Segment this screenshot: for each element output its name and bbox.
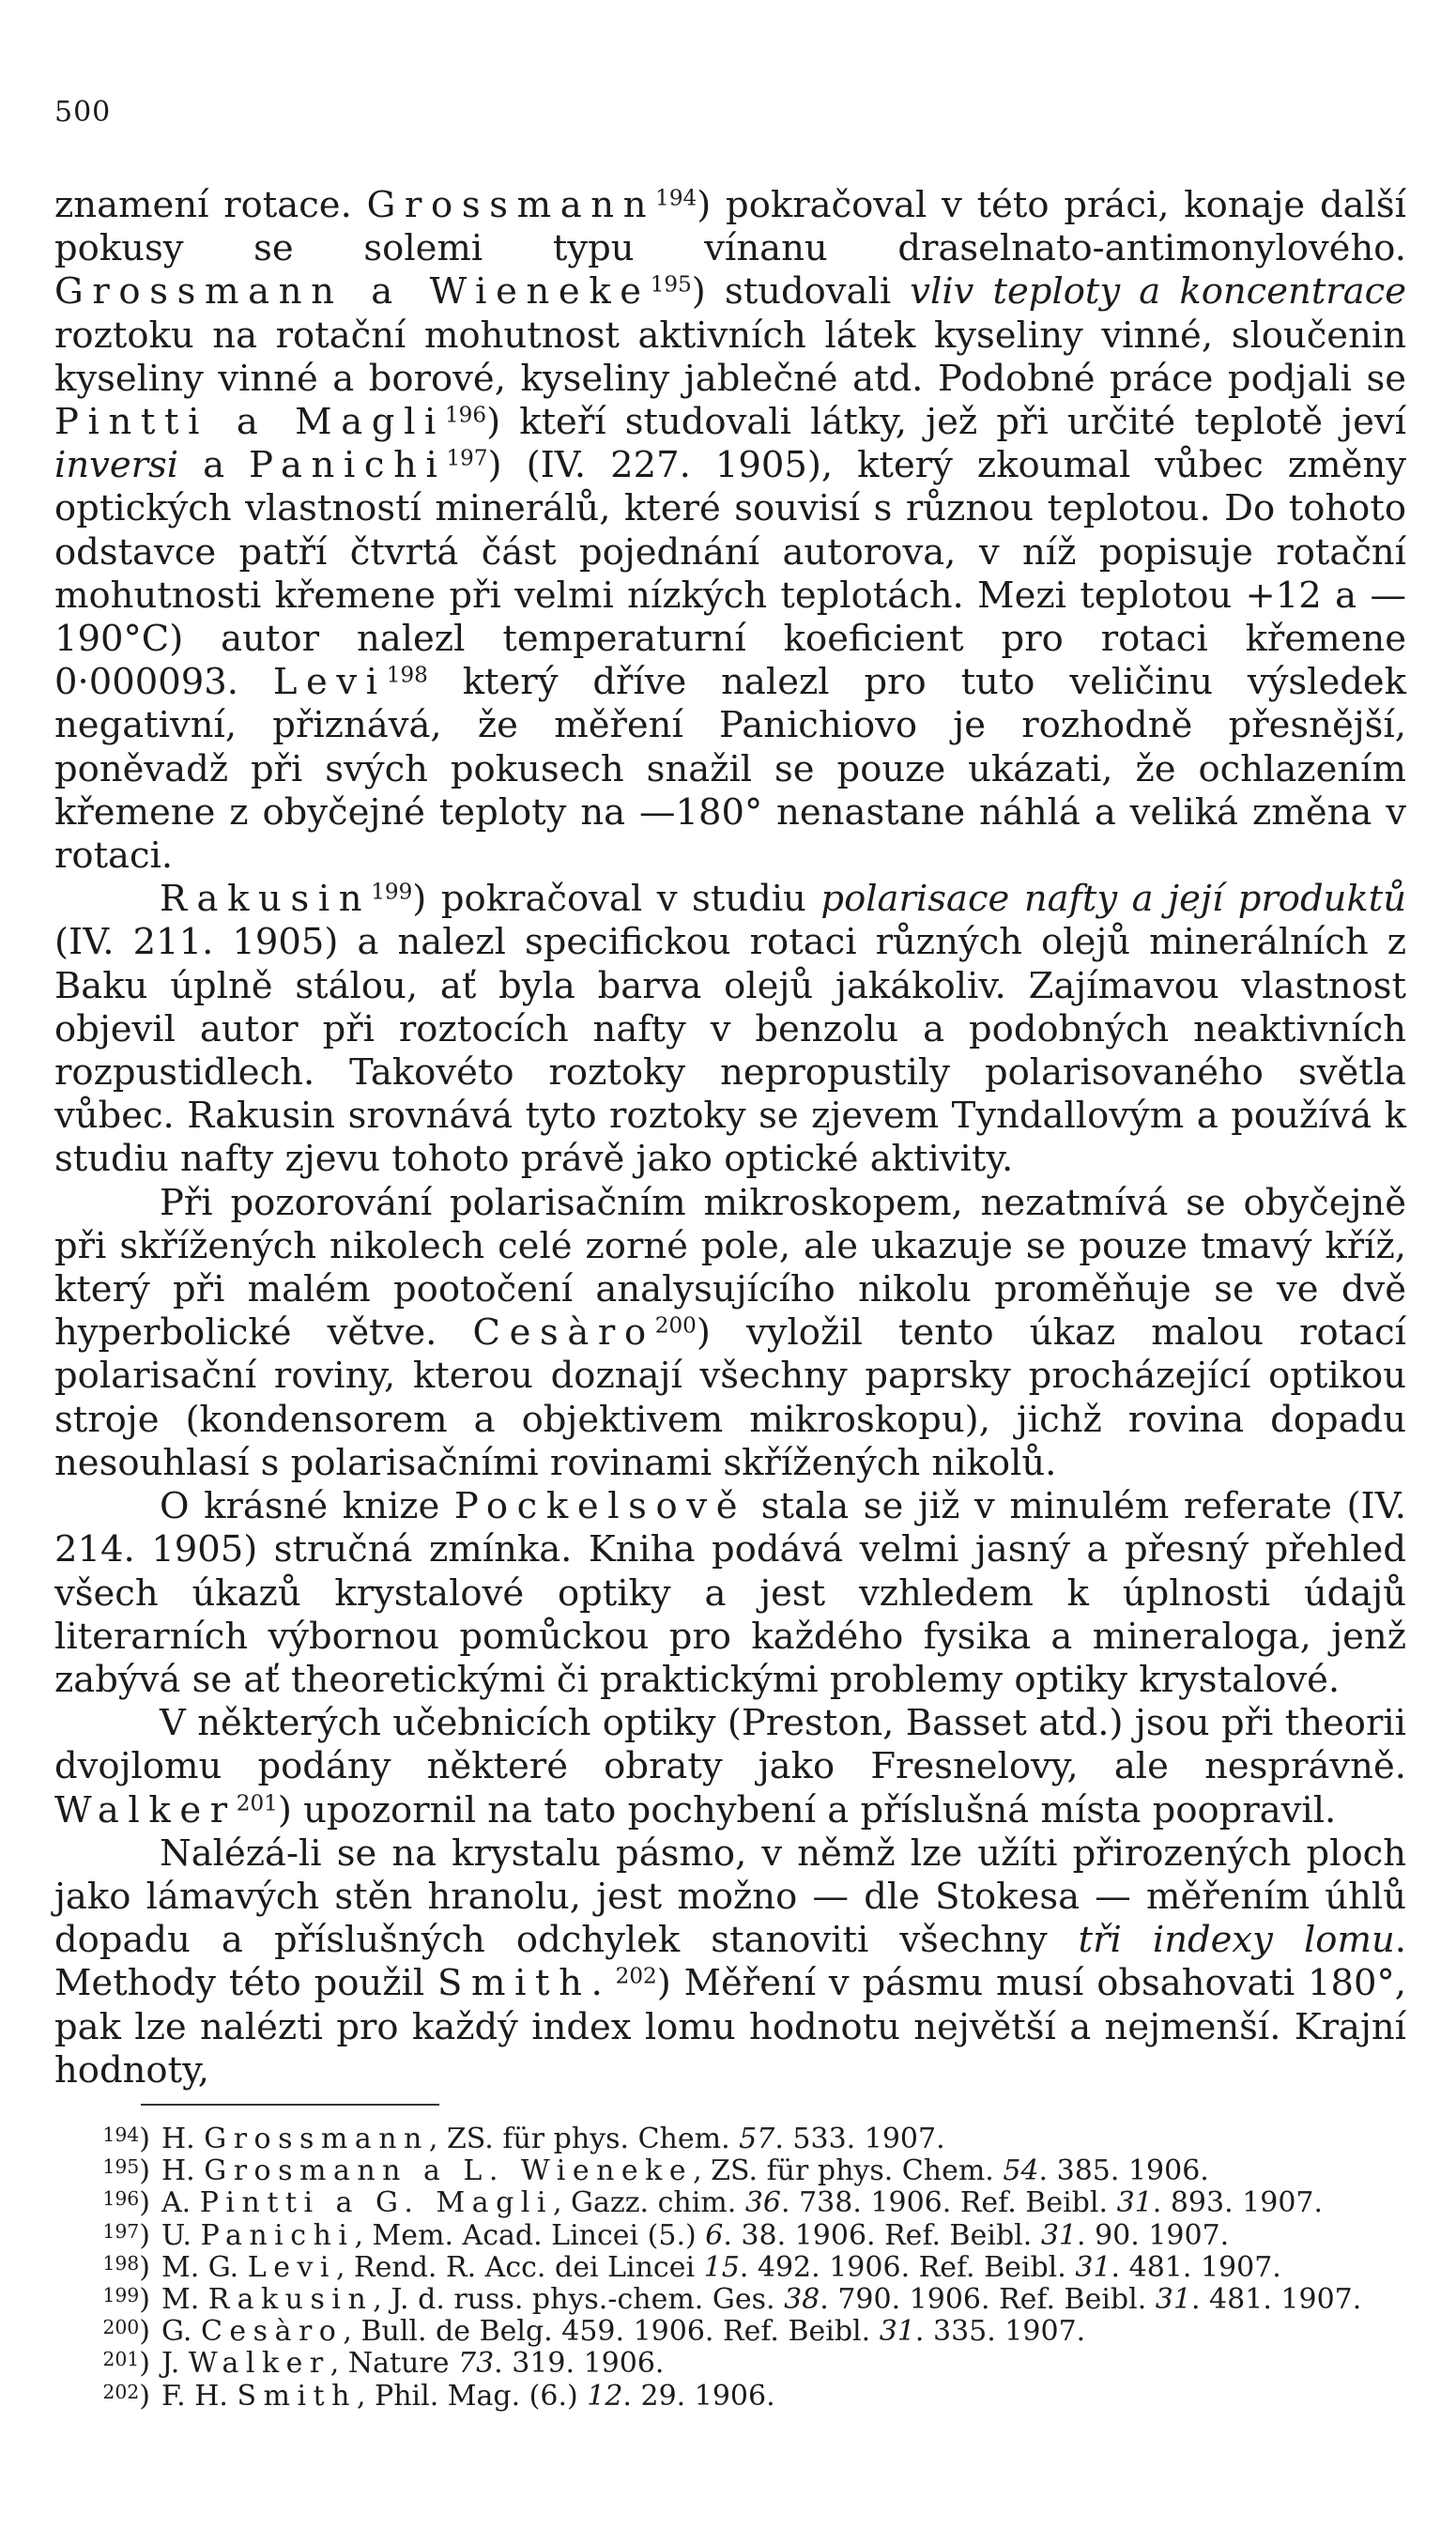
text-run: M. G. — [161, 2250, 248, 2284]
text-run: , Phil. Mag. (6.) — [356, 2379, 588, 2413]
author-name: Smith — [237, 2379, 357, 2413]
text-run: , ZS. für phys. Chem. — [693, 2154, 1004, 2188]
author-name: Pockelsově — [453, 1485, 747, 1528]
body-text — [54, 184, 1406, 2092]
text-run: ) studovali — [691, 270, 911, 314]
italic-text: 54 — [1003, 2154, 1039, 2188]
footnote-number-digits: 195 — [102, 2155, 140, 2179]
footnote-ref: 199 — [371, 880, 413, 905]
footnote-ref: 197 — [446, 446, 488, 471]
footnote-number: $^{194}$) — [102, 2123, 150, 2155]
text-run: znamení rotace. — [54, 184, 367, 226]
page-number: 500 — [54, 96, 112, 129]
italic-text: 31 — [879, 2315, 915, 2349]
text-run: U. — [161, 2218, 201, 2252]
paragraph — [54, 1832, 1406, 2092]
author-name: Walker — [54, 1788, 237, 1831]
text-run: Nalézá-li se na krystalu pásmo, v němž lze užíti přirozených ploch jako lámavých stěn hranolu, jest možno — dle Stokesa — měřením úhlů dopadu a příslušných odchylek stanoviti všechny — [54, 1831, 1406, 1962]
text-run: . 385. 1906. — [1038, 2154, 1209, 2188]
footnote-number-digits: 199 — [102, 2283, 140, 2306]
author-name: Pintti a G. Magli — [199, 2186, 553, 2220]
text-run: . 893. 1907. — [1152, 2186, 1324, 2220]
footnote-number-digits: 202 — [102, 2380, 140, 2403]
footnote — [54, 2348, 1406, 2380]
text-run: . 738. 1906. Ref. Beibl. — [781, 2186, 1117, 2220]
text-run: . Methody této použil — [54, 1919, 1406, 2005]
footnotes — [54, 2123, 1406, 2413]
italic-text: 31 — [1155, 2283, 1191, 2317]
paragraph — [54, 1702, 1406, 1832]
footnote — [54, 2220, 1406, 2252]
text-run: ) Měření v pásmu musí obsahovati 180°, pak lze nalézti pro každý index lomu hodnotu největší a nejmenší. Krajní hodnoty, — [54, 1962, 1406, 2092]
footnote-number: $^{199}$) — [102, 2283, 150, 2317]
text-run: ) upozornil na tato pochybení a příslušná místa poopravil. — [277, 1788, 1337, 1831]
footnote-number-digits: 197 — [102, 2219, 140, 2243]
text-run: . 29. 1906. — [622, 2379, 775, 2413]
footnote-number: $^{201}$) — [102, 2347, 150, 2381]
footnote — [54, 2155, 1406, 2187]
footnote-number-digits: 196 — [102, 2187, 140, 2211]
author-name: Levi — [247, 2250, 336, 2284]
author-name: Rakusin — [207, 2283, 374, 2317]
text-run: H. — [161, 2154, 205, 2188]
footnote — [54, 2252, 1406, 2284]
text-run: , Rend. R. Acc. dei Lincei — [335, 2250, 704, 2284]
author-name: Grosmann a L. Wieneke — [204, 2154, 694, 2188]
italic-text: polarisace nafty a její produktů — [820, 878, 1406, 921]
author-name: Grossmann a Wieneke — [54, 270, 651, 314]
text-run: G. — [161, 2315, 201, 2349]
italic-text: 36 — [744, 2186, 782, 2220]
text-run: . 90. 1907. — [1077, 2218, 1230, 2252]
text-run: . 319. 1906. — [494, 2347, 665, 2381]
text-run: , Bull. de Belg. 459. 1906. Ref. Beibl. — [343, 2315, 880, 2349]
italic-text: 73 — [457, 2347, 495, 2381]
footnote-number-digits: 198 — [102, 2251, 140, 2275]
text-run: ) pokračoval v studiu — [412, 878, 821, 921]
author-name: Levi — [272, 661, 387, 704]
text-run: . 492. 1906. Ref. Beibl. — [739, 2250, 1076, 2284]
footnote-ref: 200 — [654, 1313, 697, 1339]
footnote-number-digits: 200 — [102, 2316, 140, 2339]
author-name: Walker — [188, 2347, 330, 2381]
footnote-number-digits: 194 — [102, 2123, 140, 2146]
footnote-ref: 202 — [615, 1964, 657, 1989]
author-name: Cesàro — [200, 2315, 344, 2349]
text-run: roztoku na rotační mohutnost aktivních látek kyseliny vinné, sloučenin kyseliny vinné a borové, kyseliny jablečné atd. Podobné práce podjali se — [54, 314, 1406, 400]
text-run: V některých učebnicích optiky (Preston, Basset atd.) jsou při theorii dvojlomu podány některé obraty jako Fresnelovy, ale nesprávně. — [54, 1702, 1406, 1788]
footnote-ref: 195 — [650, 272, 692, 298]
text-run: ) (IV. 227. 1905), který zkoumal vůbec změny optických vlastností minerálů, které souvisí s různou teplotou. Do tohoto odstavce patří čtvrtá část pojednání autorova, v níž popisuje rotační mohutnosti křemene při velmi nízkých teplotách. Mezi teplotou +12 a —190°C) autor nalezl temperaturní koeficient pro rotaci křemene 0·000093. — [54, 444, 1406, 704]
italic-text: 31 — [1116, 2186, 1153, 2220]
text-run: . 533. 1907. — [774, 2123, 945, 2155]
footnote-ref: 196 — [444, 403, 487, 428]
text-run: ) vyložil tento úkaz malou rotací polarisační roviny, kterou doznají všechny paprsky procházející optikou stroje (kondensorem a objektivem mikroskopu), jichž rovina dopadu nesouhlasí s polarisačními rovinami skřížených nikolů. — [54, 1311, 1406, 1484]
author-name: Cesàro — [472, 1311, 655, 1355]
paragraph — [54, 184, 1406, 878]
footnote-ref: 194 — [655, 186, 697, 211]
footnote-number: $^{202}$) — [102, 2379, 150, 2413]
text-run: ) kteří studovali látky, jež při určité teplotě jeví — [486, 401, 1406, 444]
text-run: . 335. 1907. — [914, 2315, 1086, 2349]
italic-text: 15 — [703, 2250, 740, 2284]
paragraph — [54, 1182, 1406, 1485]
paragraph — [54, 1485, 1406, 1702]
author-name: Panichi — [249, 444, 447, 487]
footnote-number: $^{195}$) — [102, 2154, 150, 2188]
text-run: . — [590, 1962, 616, 2005]
author-name: Grossmann — [204, 2123, 429, 2155]
text-run: . 481. 1907. — [1190, 2283, 1362, 2317]
footnote — [54, 2187, 1406, 2219]
footnote-number: $^{198}$) — [102, 2250, 150, 2284]
text-run: stala se již v minulém referate (IV. 214. 1905) stručná zmínka. Kniha podává velmi jasný a přesný přehled všech úkazů krystalové optiky a jest vzhledem k úplnosti údajů literarních výbornou pomůckou pro každého fysika a mineraloga, jenž zabývá se ať theoretickými či praktickými problemy optiky krystalové. — [54, 1485, 1407, 1701]
footnote-ref: 198 — [386, 663, 428, 688]
text-run: ) pokračoval v této práci, konaje další pokusy se solemi typu vínanu draselnato-antimonylového. — [54, 184, 1406, 270]
text-run: J. — [161, 2347, 189, 2381]
text-run: (IV. 211. 1905) a nalezl specifickou rotaci různých olejů minerálních z Baku úplně stálou, ať byla barva olejů jakákoliv. Zajímavou vlastnost objevil autor při roztocích nafty v benzolu a podobných neaktivních rozpustidlech. Takovéto roztoky nepropustily polarisovaného světla vůbec. Rakusin srovnává tyto roztoky se zjevem Tyndallovým a používá k studiu nafty zjevu tohoto právě jako optické aktivity. — [54, 921, 1406, 1181]
text-run: A. — [161, 2186, 200, 2220]
author-name: Pintti a Magli — [54, 401, 445, 444]
text-run: O krásné knize — [160, 1485, 454, 1528]
footnote-divider — [141, 2104, 439, 2106]
italic-text: inversi — [54, 444, 179, 487]
text-run: , ZS. für phys. Chem. — [428, 2123, 740, 2155]
text-run: . 481. 1907. — [1111, 2250, 1281, 2284]
footnote — [54, 2123, 1406, 2155]
footnote-number: $^{200}$) — [102, 2315, 150, 2349]
text-run: Při pozorování polarisačním mikroskopem, nezatmívá se obyčejně při skřížených nikolech celé zorné pole, ale ukazuje se pouze tmavý kříž, který při malém pootočení analysujícího nikolu proměňuje se ve dvě hyperbolické větve. — [54, 1181, 1406, 1355]
text-run: , Gazz. chim. — [552, 2186, 745, 2220]
text-run: který dříve nalezl pro tuto veličinu výsledek negativní, přiznává, že měření Panichiovo je rozhodně přesnější, poněvadž při svých pokusech snažil se pouze ukázati, že ochlazením křemene z obyčejné teploty na —180° nenastane náhlá a veliká změna v rotaci. — [54, 661, 1406, 878]
text-run: M. — [161, 2283, 208, 2317]
footnote — [54, 2381, 1406, 2413]
footnote — [54, 2284, 1406, 2316]
author-name: Panichi — [200, 2218, 355, 2252]
text-run: . 790. 1906. Ref. Beibl. — [820, 2283, 1156, 2317]
footnote-number-digits: 201 — [102, 2348, 140, 2371]
italic-text: 31 — [1075, 2250, 1111, 2284]
text-run: H. — [161, 2123, 205, 2155]
italic-text: 57 — [739, 2123, 775, 2155]
italic-text: tři indexy lomu — [1078, 1919, 1395, 1962]
paragraph — [54, 878, 1406, 1181]
footnote — [54, 2316, 1406, 2348]
italic-text: vliv teploty a koncentrace — [910, 270, 1407, 314]
text-run: , Nature — [330, 2347, 458, 2381]
footnote-number: $^{196}$) — [102, 2186, 150, 2220]
italic-text: 38 — [784, 2283, 820, 2317]
author-name: Smith — [437, 1962, 591, 2005]
italic-text: 12 — [587, 2379, 623, 2413]
text-run: a — [178, 444, 250, 487]
text-run: . 38. 1906. Ref. Beibl. — [723, 2218, 1041, 2252]
author-name: Rakusin — [160, 878, 372, 921]
text-run: F. H. — [161, 2379, 238, 2413]
italic-text: 6 — [705, 2218, 724, 2252]
footnote-number: $^{197}$) — [102, 2218, 150, 2252]
text-run: , Mem. Acad. Lincei (5.) — [354, 2218, 706, 2252]
text-run: , J. d. russ. phys.-chem. Ges. — [373, 2283, 785, 2317]
footnote-ref: 201 — [236, 1790, 278, 1816]
italic-text: 31 — [1040, 2218, 1077, 2252]
author-name: Grossmann — [366, 184, 656, 226]
